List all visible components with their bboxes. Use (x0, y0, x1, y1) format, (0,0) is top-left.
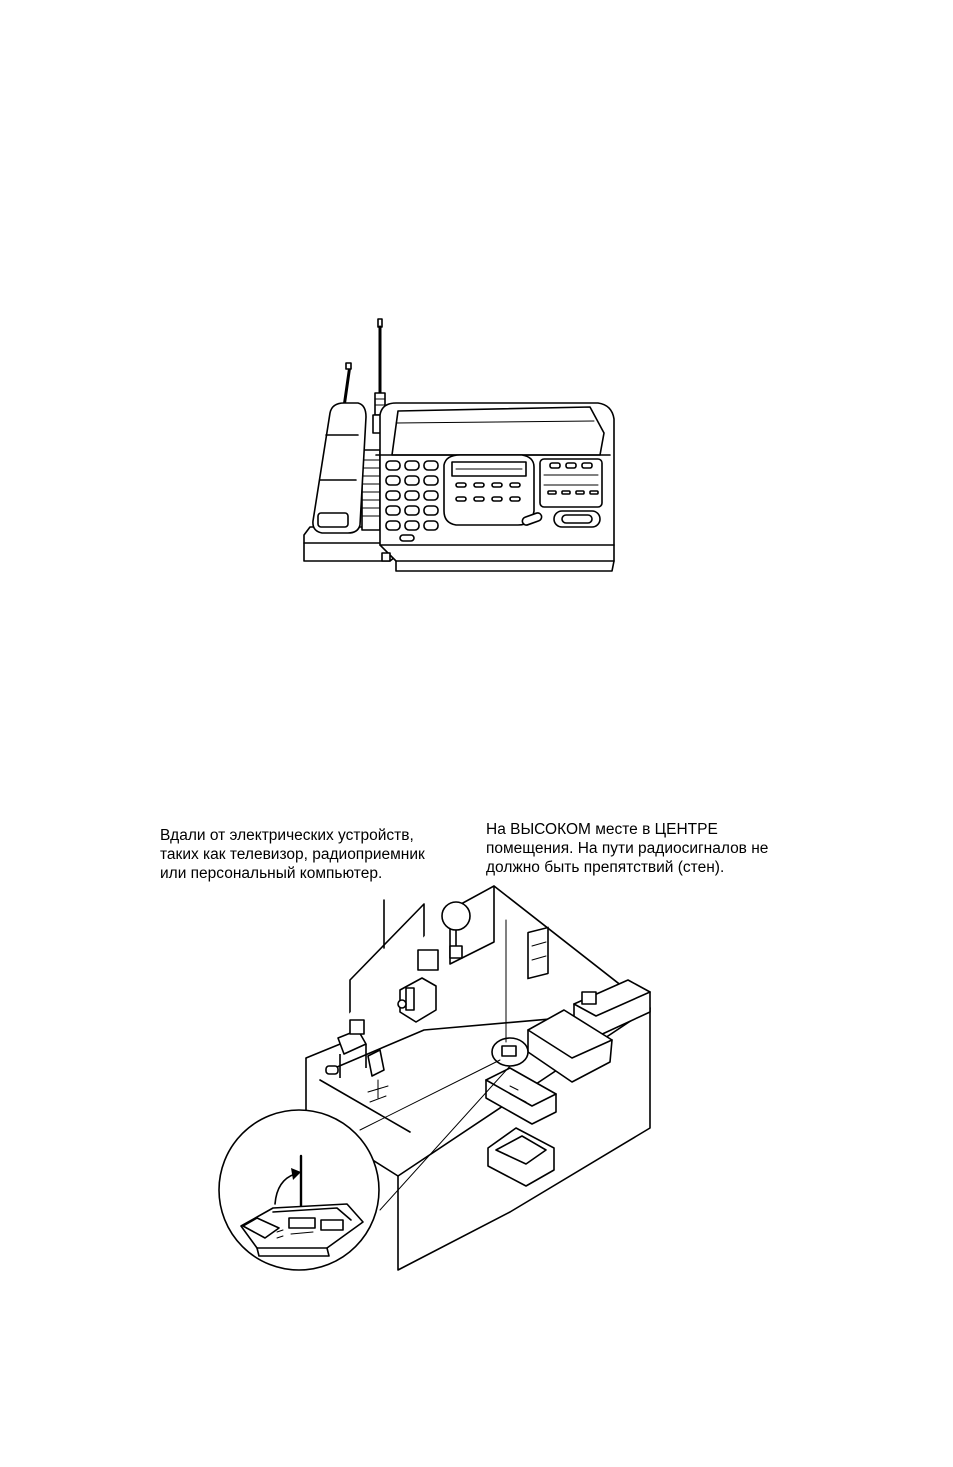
antenna-zoom-icon (217, 1108, 381, 1272)
fax-machine-icon (300, 315, 620, 585)
fax-machine-illustration (300, 315, 620, 585)
antenna-zoom-circle (217, 1108, 381, 1272)
label-high-center: На ВЫСОКОМ месте в ЦЕНТРЕ помещения. На пути радиосигналов не должно быть препятствий (стен). (486, 821, 769, 876)
label-away-from-devices: Вдали от электрических устройств, таких как телевизор, радиоприемник или персональный компьютер. (160, 827, 425, 882)
